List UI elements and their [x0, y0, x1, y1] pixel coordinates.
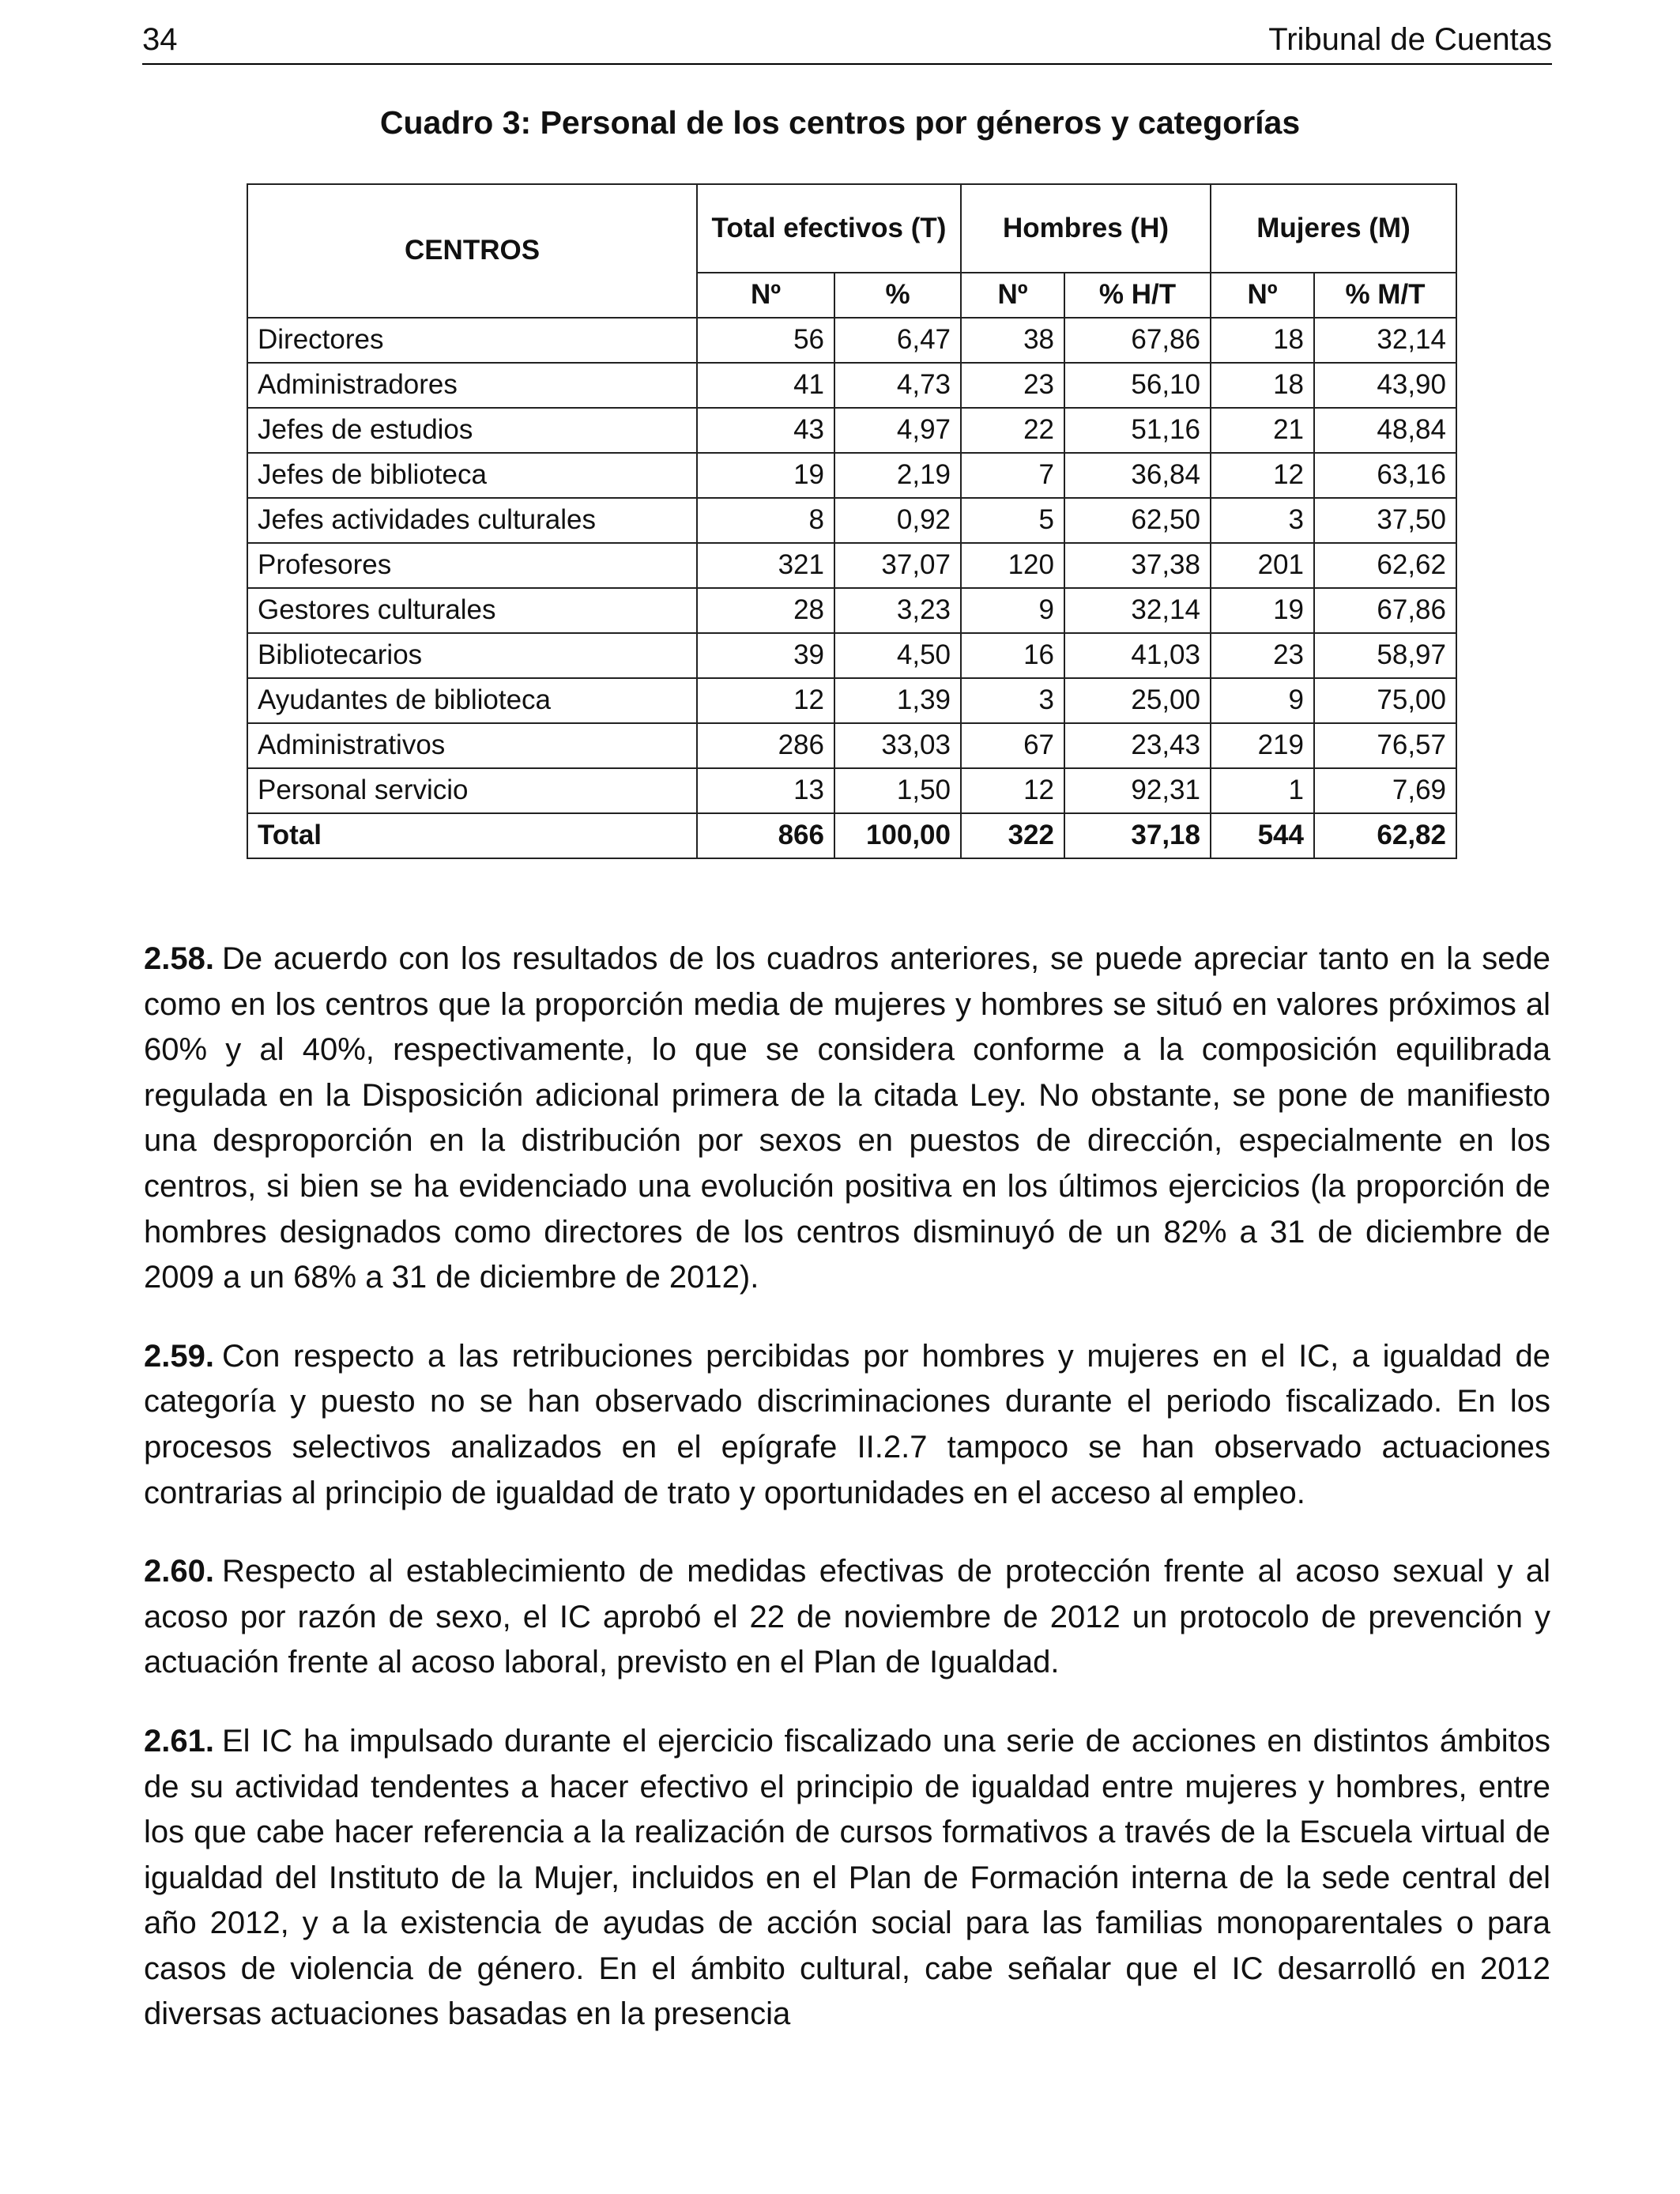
paragraph-number: 2.61. [144, 1723, 214, 1759]
paragraph-number: 2.60. [144, 1554, 214, 1589]
table-row [247, 723, 1456, 768]
table-cell: 16 [961, 633, 1064, 678]
total-cell: 37,18 [1064, 813, 1211, 858]
table-cell: 67 [961, 723, 1064, 768]
table-cell: 37,38 [1064, 543, 1211, 588]
total-cell: 100,00 [834, 813, 961, 858]
table-cell: 201 [1211, 543, 1314, 588]
table-cell: 8 [697, 498, 834, 543]
table-cell: 23 [1211, 633, 1314, 678]
row-label: Personal servicio [247, 768, 697, 813]
subheader-mujeres-pct: % M/T [1314, 273, 1456, 318]
body-text [144, 937, 1550, 2071]
table-cell: 1,50 [834, 768, 961, 813]
table-cell: 63,16 [1314, 453, 1456, 498]
subheader-mujeres-n: Nº [1211, 273, 1314, 318]
total-cell: 544 [1211, 813, 1314, 858]
table-cell: 23 [961, 363, 1064, 408]
table-cell: 37,07 [834, 543, 961, 588]
table-cell: 13 [697, 768, 834, 813]
total-cell: 62,82 [1314, 813, 1456, 858]
paragraph-text: El IC ha impulsado durante el ejercicio fiscalizado una serie de acciones en distintos ámbitos de su actividad tendentes a hacer efectivo el principio de igualdad entre mujeres y hombres, entre los que cabe hacer referencia a la realización de cursos formativos a través de la Escuela virtual de igualdad del Instituto de la Mujer, incluidos en el Plan de Formación interna de la sede central del año 2012, y a la existencia de ayudas de acción social para las familias monoparentales o para casos de violencia de género. En el ámbito cultural, cabe señalar que el IC desarrolló en 2012 diversas actuaciones basadas en la presencia [144, 1723, 1550, 2032]
table-cell: 9 [961, 588, 1064, 633]
table-cell: 1,39 [834, 678, 961, 723]
staff-table [247, 183, 1457, 859]
table-cell: 321 [697, 543, 834, 588]
table-row [247, 768, 1456, 813]
table-cell: 75,00 [1314, 678, 1456, 723]
table-cell: 286 [697, 723, 834, 768]
table-cell: 12 [697, 678, 834, 723]
table-cell: 3 [1211, 498, 1314, 543]
header-mujeres: Mujeres (M) [1211, 184, 1456, 273]
table-cell: 18 [1211, 363, 1314, 408]
table-cell: 18 [1211, 318, 1314, 363]
total-label: Total [247, 813, 697, 858]
table-cell: 9 [1211, 678, 1314, 723]
row-label: Administradores [247, 363, 697, 408]
running-title: Tribunal de Cuentas [1268, 22, 1552, 57]
table-cell: 12 [1211, 453, 1314, 498]
table-cell: 48,84 [1314, 408, 1456, 453]
header-hombres: Hombres (H) [961, 184, 1211, 273]
subheader-hombres-pct: % H/T [1064, 273, 1211, 318]
row-label: Administrativos [247, 723, 697, 768]
table-row [247, 318, 1456, 363]
table-cell: 58,97 [1314, 633, 1456, 678]
row-label: Jefes de estudios [247, 408, 697, 453]
table-cell: 19 [697, 453, 834, 498]
table-cell: 12 [961, 768, 1064, 813]
header-total: Total efectivos (T) [697, 184, 961, 273]
table-cell: 6,47 [834, 318, 961, 363]
table-cell: 51,16 [1064, 408, 1211, 453]
paragraph [144, 1719, 1550, 2038]
table-cell: 28 [697, 588, 834, 633]
page-number: 34 [142, 22, 178, 57]
table-cell: 67,86 [1064, 318, 1211, 363]
paragraph [144, 937, 1550, 1301]
total-cell: 866 [697, 813, 834, 858]
table-row [247, 408, 1456, 453]
subheader-hombres-n: Nº [961, 273, 1064, 318]
table-cell: 32,14 [1064, 588, 1211, 633]
table-row [247, 678, 1456, 723]
table-cell: 23,43 [1064, 723, 1211, 768]
table-cell: 0,92 [834, 498, 961, 543]
paragraph-text: De acuerdo con los resultados de los cuadros anteriores, se puede apreciar tanto en la sede como en los centros que la proporción media de mujeres y hombres se situó en valores próximos al 60% y al 40%, respectivamente, lo que se considera conforme a la composición equilibrada regulada en la Disposición adicional primera de la citada Ley. No obstante, se pone de manifiesto una desproporción en la distribución por sexos en puestos de dirección, especialmente en los centros, si bien se ha evidenciado una evolución positiva en los últimos ejercicios (la proporción de hombres designados como directores de los centros disminuyó de un 82% a 31 de diciembre de 2009 a un 68% a 31 de diciembre de 2012). [144, 941, 1550, 1295]
table-total-row [247, 813, 1456, 858]
header-centros: CENTROS [247, 184, 697, 318]
table-cell: 32,14 [1314, 318, 1456, 363]
table-cell: 19 [1211, 588, 1314, 633]
subheader-total-pct: % [834, 273, 961, 318]
table-cell: 219 [1211, 723, 1314, 768]
paragraph [144, 1334, 1550, 1516]
table-cell: 62,50 [1064, 498, 1211, 543]
row-label: Jefes de biblioteca [247, 453, 697, 498]
total-cell: 322 [961, 813, 1064, 858]
table-cell: 4,50 [834, 633, 961, 678]
table-cell: 37,50 [1314, 498, 1456, 543]
table-cell: 21 [1211, 408, 1314, 453]
subheader-total-n: Nº [697, 273, 834, 318]
page-header [142, 17, 1552, 65]
table-row [247, 453, 1456, 498]
table-row [247, 633, 1456, 678]
row-label: Gestores culturales [247, 588, 697, 633]
table-cell: 3 [961, 678, 1064, 723]
table-cell: 4,73 [834, 363, 961, 408]
row-label: Profesores [247, 543, 697, 588]
table-cell: 43 [697, 408, 834, 453]
table-cell: 4,97 [834, 408, 961, 453]
table-cell: 5 [961, 498, 1064, 543]
table-cell: 56 [697, 318, 834, 363]
table-row [247, 588, 1456, 633]
paragraph-text: Respecto al establecimiento de medidas efectivas de protección frente al acoso sexual y al acoso por razón de sexo, el IC aprobó el 22 de noviembre de 2012 un protocolo de prevención y actuación frente al acoso laboral, previsto en el Plan de Igualdad. [144, 1554, 1550, 1680]
table-cell: 120 [961, 543, 1064, 588]
table-cell: 92,31 [1064, 768, 1211, 813]
row-label: Ayudantes de biblioteca [247, 678, 697, 723]
table-title: Cuadro 3: Personal de los centros por géneros y categorías [379, 104, 1301, 141]
table-cell: 36,84 [1064, 453, 1211, 498]
table-cell: 62,62 [1314, 543, 1456, 588]
table-body [247, 318, 1456, 858]
table-cell: 22 [961, 408, 1064, 453]
table-cell: 41,03 [1064, 633, 1211, 678]
table-row [247, 363, 1456, 408]
table-cell: 38 [961, 318, 1064, 363]
table-cell: 56,10 [1064, 363, 1211, 408]
table-cell: 76,57 [1314, 723, 1456, 768]
table-cell: 33,03 [834, 723, 961, 768]
table-cell: 3,23 [834, 588, 961, 633]
paragraph-number: 2.59. [144, 1338, 214, 1374]
table-row [247, 498, 1456, 543]
table-cell: 41 [697, 363, 834, 408]
table-cell: 43,90 [1314, 363, 1456, 408]
paragraph-number: 2.58. [144, 941, 214, 976]
table-cell: 2,19 [834, 453, 961, 498]
table-cell: 7,69 [1314, 768, 1456, 813]
table-row [247, 543, 1456, 588]
table-cell: 39 [697, 633, 834, 678]
table-cell: 1 [1211, 768, 1314, 813]
paragraph [144, 1549, 1550, 1686]
table-cell: 67,86 [1314, 588, 1456, 633]
row-label: Bibliotecarios [247, 633, 697, 678]
table-cell: 7 [961, 453, 1064, 498]
paragraph-text: Con respecto a las retribuciones percibidas por hombres y mujeres en el IC, a igualdad de categoría y puesto no se han observado discriminaciones durante el periodo fiscalizado. En los procesos selectivos analizados en el epígrafe II.2.7 tampoco se han observado actuaciones contrarias al principio de igualdad de trato y oportunidades en el acceso al empleo. [144, 1338, 1550, 1510]
table-cell: 25,00 [1064, 678, 1211, 723]
row-label: Jefes actividades culturales [247, 498, 697, 543]
row-label: Directores [247, 318, 697, 363]
